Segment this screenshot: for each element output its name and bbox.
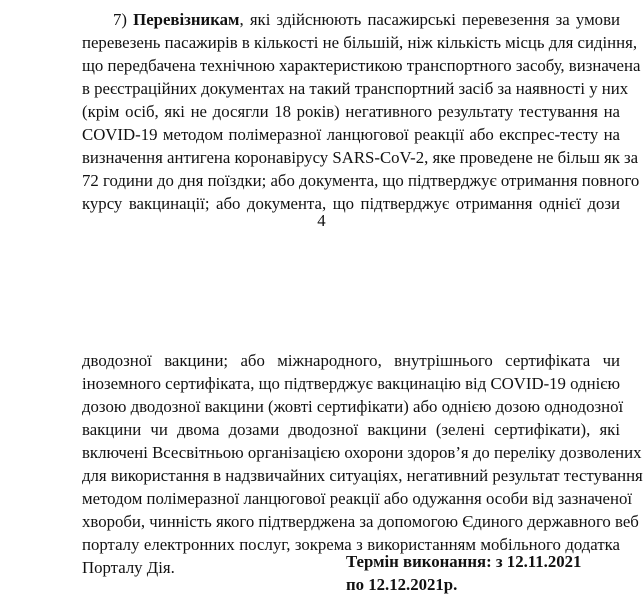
deadline-line-1: Термін виконання: з 12.11.2021 (346, 552, 582, 571)
paragraph-line-10: дводозної вакцини; або міжнародного, внутрішнього сертифіката чи (82, 351, 620, 370)
paragraph-line-6: COVID-19 методом полімеразної ланцюгової реакції або експрес-тесту на (82, 125, 620, 144)
paragraph-line-7: визначення антигена коронавірусу SARS-CoV-2, яке проведене не більш як за (82, 148, 639, 167)
bold-term: Перевізникам (133, 10, 240, 29)
paragraph-line-11: іноземного сертифіката, що підтверджує вакцинацію від COVID-19 однією (82, 374, 620, 393)
paragraph-line-8: 72 години до дня поїздки; або документа, що підтверджує отримання повного (82, 171, 640, 190)
paragraph-line-16: методом полімеразної ланцюгової реакції або одужання особи від зазначеної (82, 489, 633, 508)
line1-rest: , які здійснюють пасажирські перевезення за умови (239, 10, 620, 29)
item-number: 7) (113, 10, 127, 29)
paragraph-line-18: порталу електронних послуг, зокрема з використанням мобільного додатка (82, 535, 620, 554)
paragraph-line-13: вакцини чи двома дозами дводозної вакцини (зелені сертифікати), які (82, 420, 620, 439)
paragraph-line-5: (крім осіб, які не досягли 18 років) негативного результату тестування на (82, 102, 620, 121)
paragraph-line-1 (113, 8, 620, 31)
paragraph-line-4: в реєстраційних документах на такий транспортний засіб за наявності у них (82, 79, 629, 98)
paragraph-line-19: Порталу Дія. (82, 558, 175, 577)
page-number: 4 (317, 211, 326, 230)
paragraph-line-9: курсу вакцинації; або документа, що підтверджує отримання однієї дози (82, 194, 620, 213)
paragraph-line-14: включені Всесвітньою організацією охорони здоров’я до переліку дозволених (82, 443, 642, 462)
paragraph-line-17: хвороби, чинність якого підтверджена за допомогою Єдиного державного веб (82, 512, 639, 531)
paragraph-line-15: для використання в надзвичайних ситуаціях, негативний результат тестування (82, 466, 643, 485)
deadline-line-2: по 12.12.2021р. (346, 575, 458, 594)
paragraph-line-3: що передбачена технічною характеристикою транспортного засобу, визначена (82, 56, 641, 75)
paragraph-line-2: перевезень пасажирів в кількості не більшій, ніж кількість місць для сидіння, (82, 33, 638, 52)
paragraph-line-12: дозою дводозної вакцини (жовті сертифікати) або однією дозою однодозної (82, 397, 624, 416)
